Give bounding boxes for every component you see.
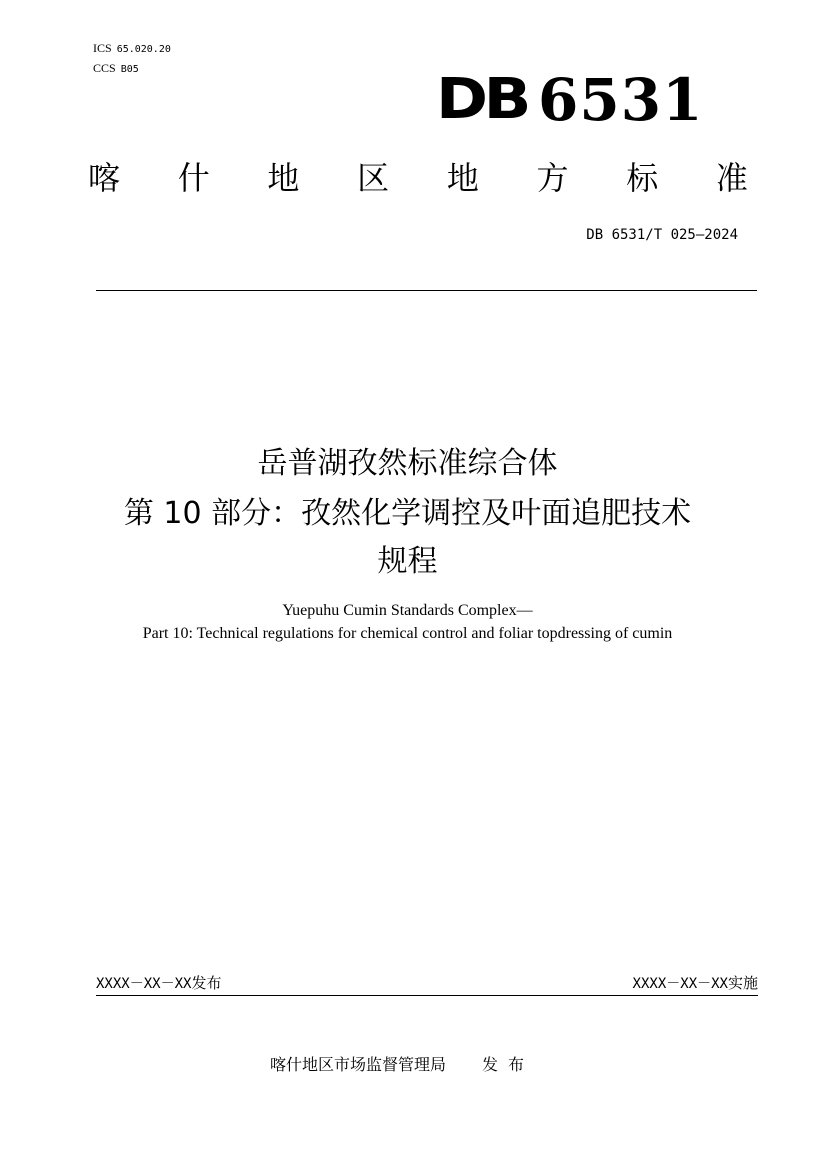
org-title-char: 方 xyxy=(536,159,569,197)
title-cn-line3: 规程 xyxy=(377,544,438,579)
publisher-line xyxy=(270,1055,534,1075)
top-divider xyxy=(96,290,757,291)
org-title-char: 地 xyxy=(267,159,300,197)
title-cn-line2: 第 10 部分：孜然化学调控及叶面追肥技术 xyxy=(123,496,692,531)
ics-label: ICS xyxy=(93,41,112,55)
title-cn-line1: 岳普湖孜然标准综合体 xyxy=(257,446,558,481)
implement-date-line xyxy=(633,974,758,993)
org-title xyxy=(88,158,748,198)
title-en-line1: Yuepuhu Cumin Standards Complex— xyxy=(282,602,533,619)
org-title-char: 标 xyxy=(626,159,659,197)
title-en-line2: Part 10: Technical regulations for chemical control and foliar topdressing of cumin xyxy=(142,625,673,642)
publish-date-line xyxy=(96,974,221,993)
implement-date: XXXX－XX－XX xyxy=(632,976,728,992)
bottom-divider xyxy=(96,995,758,996)
org-title-char: 准 xyxy=(715,159,748,197)
standard-number: DB 6531/T 025—2024 xyxy=(586,227,738,243)
db-logo xyxy=(436,66,704,134)
ics-line xyxy=(93,41,171,57)
org-title-char: 地 xyxy=(446,159,479,197)
publish-date: XXXX－XX－XX xyxy=(96,976,192,992)
publish-label: 发布 xyxy=(191,974,222,992)
db-number: 6531 xyxy=(538,66,704,134)
ccs-code: B05 xyxy=(120,64,139,75)
org-title-char: 什 xyxy=(177,159,210,197)
publisher-name: 喀什地区市场监督管理局 xyxy=(270,1055,447,1074)
ccs-line xyxy=(93,61,139,77)
org-title-char: 喀 xyxy=(88,159,121,197)
ics-code: 65.020.20 xyxy=(116,44,171,55)
org-title-char: 区 xyxy=(357,159,390,197)
ccs-label: CCS xyxy=(93,61,116,75)
issue-label: 发布 xyxy=(482,1055,535,1074)
db-mark: DB xyxy=(436,67,527,132)
implement-label: 实施 xyxy=(727,974,758,992)
